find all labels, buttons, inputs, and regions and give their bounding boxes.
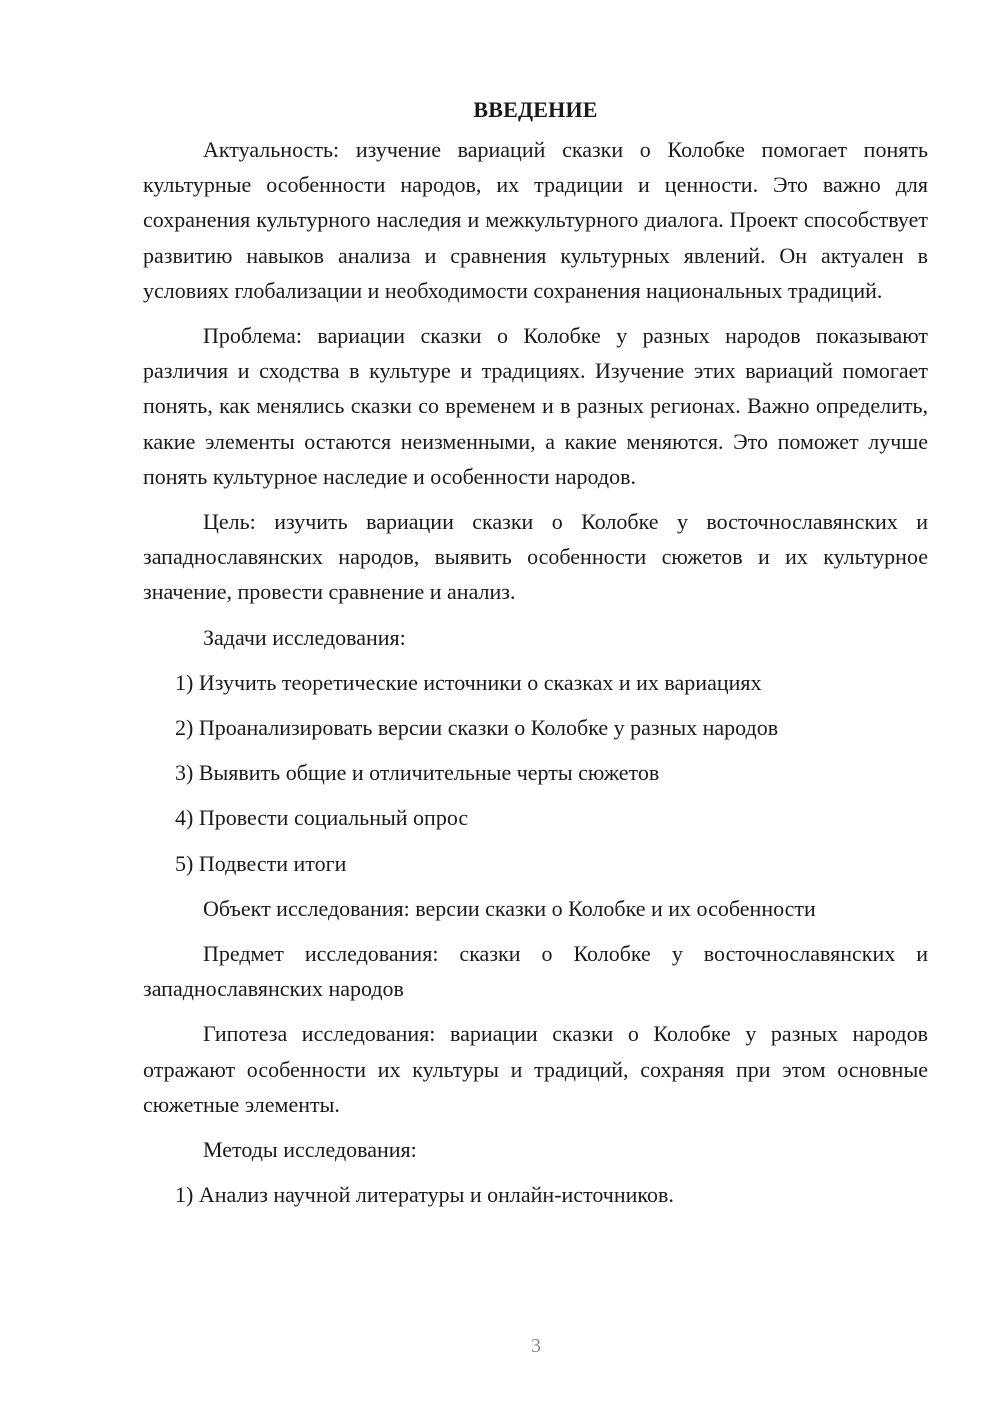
document-body xyxy=(143,92,928,1222)
goal-paragraph: Цель: изучить вариации сказки о Колобке у восточнославянских и западнославянских народов, выявить особенности сюжетов и их культурное значение, провести сравнение и анализ. xyxy=(143,509,928,605)
task-item-1: 1) Изучить теоретические источники о сказках и их вариациях xyxy=(175,669,762,695)
method-item-1: 1) Анализ научной литературы и онлайн-источников. xyxy=(175,1182,674,1208)
problem-paragraph: Проблема: вариации сказки о Колобке у разных народов показывают различия и сходства в культуре и традициях. Изучение этих вариаций помогает понять, как менялись сказки со временем и в разных регионах. Важно определить, какие элементы остаются неизменными, а какие меняются. Это поможет лучше понять культурное наследие и особенности народов. xyxy=(143,323,928,489)
methods-title: Методы исследования: xyxy=(203,1137,417,1163)
relevance-paragraph: Актуальность: изучение вариаций сказки о Колобке помогает понять культурные особенности народов, их традиции и ценности. Это важно для сохранения культурного наследия и межкультурного диалога. Проект способствует развитию навыков анализа и сравнения культурных явлений. Он актуален в условиях глобализации и необходимости сохранения национальных традиций. xyxy=(143,137,928,303)
task-item-2: 2) Проанализировать версии сказки о Колобке у разных народов xyxy=(175,715,779,741)
tasks-title: Задачи исследования: xyxy=(203,624,406,650)
section-heading: ВВЕДЕНИЕ xyxy=(473,97,598,122)
subject-paragraph: Предмет исследования: сказки о Колобке у восточнославянских и западнославянских народов xyxy=(143,941,928,1002)
task-item-3: 3) Выявить общие и отличительные черты сюжетов xyxy=(175,760,660,786)
task-item-5: 5) Подвести итоги xyxy=(175,850,347,876)
page-number: 3 xyxy=(531,1335,541,1357)
object-line: Объект исследования: версии сказки о Колобке и их особенности xyxy=(203,895,816,921)
task-item-4: 4) Провести социальный опрос xyxy=(175,805,469,831)
hypothesis-paragraph: Гипотеза исследования: вариации сказки о Колобке у разных народов отражают особенности их культуры и традиций, сохраняя при этом основные сюжетные элементы. xyxy=(143,1021,928,1117)
